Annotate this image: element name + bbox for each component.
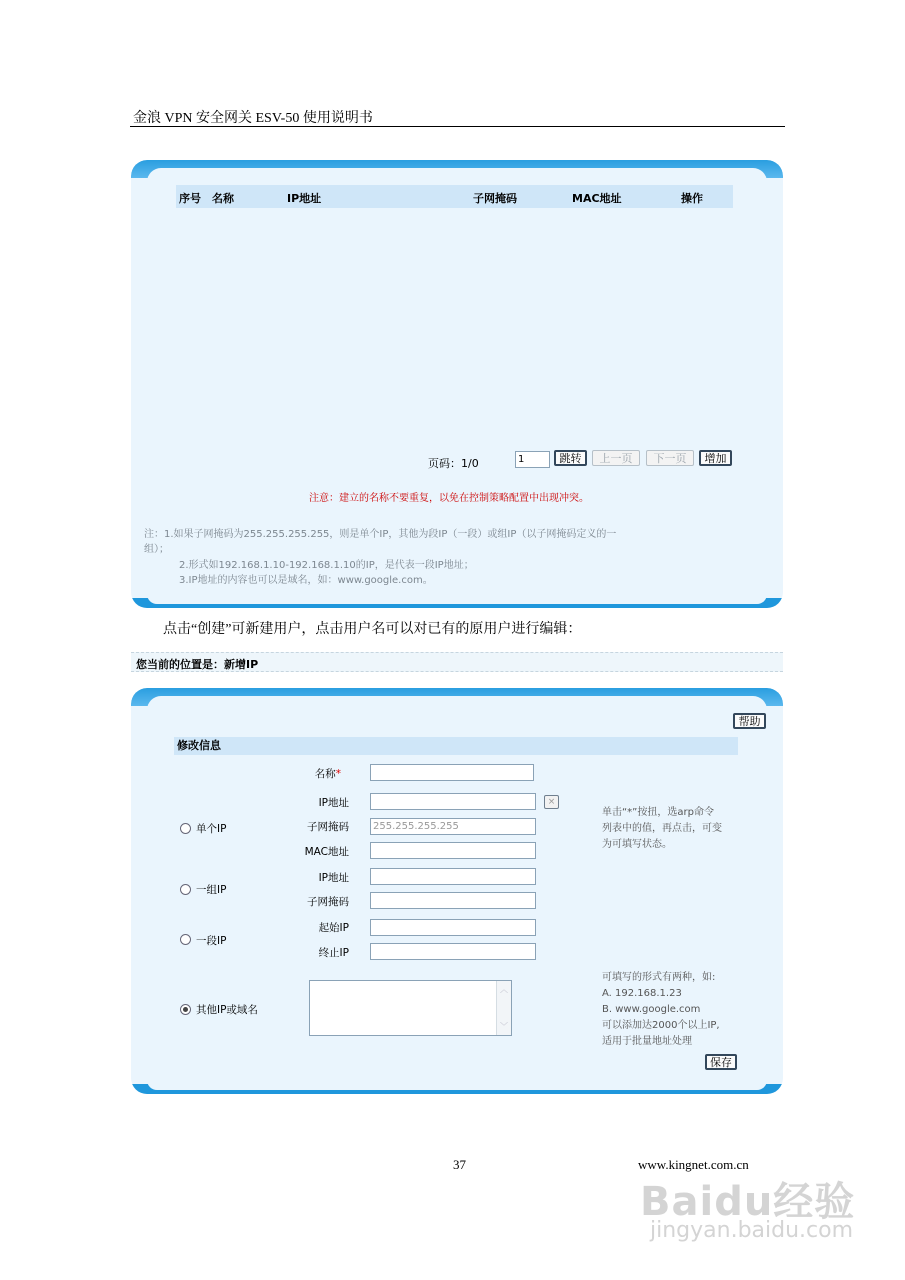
page-number: 37	[453, 1157, 466, 1172]
page-number-input[interactable]: 1	[515, 451, 550, 468]
single-ip-radio[interactable]	[180, 823, 191, 834]
section-title: 修改信息	[174, 737, 738, 755]
note-line-4: 3.IP地址的内容也可以是域名，如：www.google.com。	[179, 575, 433, 586]
group-ip-address-label: IP地址	[318, 872, 349, 884]
baidu-watermark-url: jingyan.baidu.com	[650, 1218, 854, 1243]
group-ip-mask-label: 子网掩码	[307, 896, 349, 908]
prev-page-button[interactable]: 上一页	[592, 450, 640, 466]
duplicate-name-notice: 注意：建立的名称不要重复，以免在控制策略配置中出现冲突。	[309, 493, 589, 504]
scroll-down-icon[interactable]: ﹀	[500, 1022, 508, 1031]
range-end-label: 终止IP	[318, 947, 349, 959]
add-button[interactable]: 增加	[699, 450, 732, 466]
required-mark: *	[335, 768, 341, 780]
breadcrumb: 您当前的位置是：新增IP	[136, 658, 259, 671]
note-line-1: 注：1.如果子网掩码为255.255.255.255，则是单个IP，其他为段IP（一段）或组IP（以子网掩码定义的一	[144, 529, 617, 540]
range-start-input[interactable]	[370, 919, 536, 936]
other-ip-hint: 可填写的形式有两种，如: A. 192.168.1.23 B. www.google.com 可以添加达2000个以上IP, 适用于批量地址处理	[602, 972, 720, 1047]
arp-select-button[interactable]: ×	[544, 795, 559, 809]
table-header	[176, 185, 733, 208]
document-header: 金浪 VPN 安全网关 ESV-50 使用说明书	[133, 111, 373, 126]
panel-top-border	[131, 688, 783, 706]
other-ip-radio-label: 其他IP或域名	[196, 1004, 258, 1016]
jump-button[interactable]: 跳转	[554, 450, 587, 466]
name-input[interactable]	[370, 764, 534, 781]
single-ip-address-label: IP地址	[318, 797, 349, 809]
col-ip: IP地址	[287, 192, 322, 205]
single-ip-mask-label: 子网掩码	[307, 821, 349, 833]
scroll-up-icon[interactable]: ︿	[500, 985, 508, 994]
single-ip-mask-input[interactable]: 255.255.255.255	[370, 818, 536, 835]
baidu-watermark: Baidu经验	[640, 1179, 856, 1225]
range-end-input[interactable]	[370, 943, 536, 960]
textarea-scrollbar[interactable]	[496, 981, 511, 1035]
range-start-label: 起始IP	[318, 922, 349, 934]
note-line-2: 组）；	[144, 544, 169, 555]
name-label: 名称*	[314, 768, 341, 780]
save-button[interactable]: 保存	[705, 1054, 737, 1070]
group-ip-address-input[interactable]	[370, 868, 536, 885]
help-button[interactable]: 帮助	[733, 713, 766, 729]
group-ip-mask-input[interactable]	[370, 892, 536, 909]
mac-address-input[interactable]	[370, 842, 536, 859]
group-ip-radio[interactable]	[180, 884, 191, 895]
col-index: 序号	[179, 192, 201, 205]
col-mask: 子网掩码	[473, 192, 517, 205]
range-ip-radio[interactable]	[180, 934, 191, 945]
footer-url: www.kingnet.com.cn	[638, 1157, 749, 1172]
panel-bottom-border	[131, 1084, 783, 1094]
range-ip-radio-label: 一段IP	[196, 935, 227, 947]
col-mac: MAC地址	[572, 192, 622, 205]
panel-top-border	[131, 160, 783, 178]
col-action: 操作	[681, 192, 703, 205]
single-ip-address-input[interactable]	[370, 793, 536, 810]
other-ip-radio[interactable]	[180, 1004, 191, 1015]
other-ip-textarea[interactable]	[309, 980, 512, 1036]
group-ip-radio-label: 一组IP	[196, 884, 227, 896]
ip-list-panel	[131, 160, 783, 608]
single-ip-radio-label: 单个IP	[196, 823, 227, 835]
mac-address-label: MAC地址	[304, 846, 349, 858]
panel-bottom-border	[131, 598, 783, 608]
new-ip-form-panel	[131, 688, 783, 1094]
next-page-button[interactable]: 下一页	[646, 450, 694, 466]
note-line-3: 2.形式如192.168.1.10-192.168.1.10的IP，是代表一段IP地址；	[179, 560, 474, 571]
header-rule	[130, 126, 785, 127]
arp-hint: 单击“*”按扭，选arp命令 列表中的值，再点击，可变 为可填写状态。	[602, 807, 722, 850]
col-name: 名称	[212, 192, 234, 205]
pager-label: 页码：1/0	[428, 457, 479, 470]
caption-text: 点击“创建”可新建用户，点击用户名可以对已有的原用户进行编辑：	[163, 622, 582, 637]
